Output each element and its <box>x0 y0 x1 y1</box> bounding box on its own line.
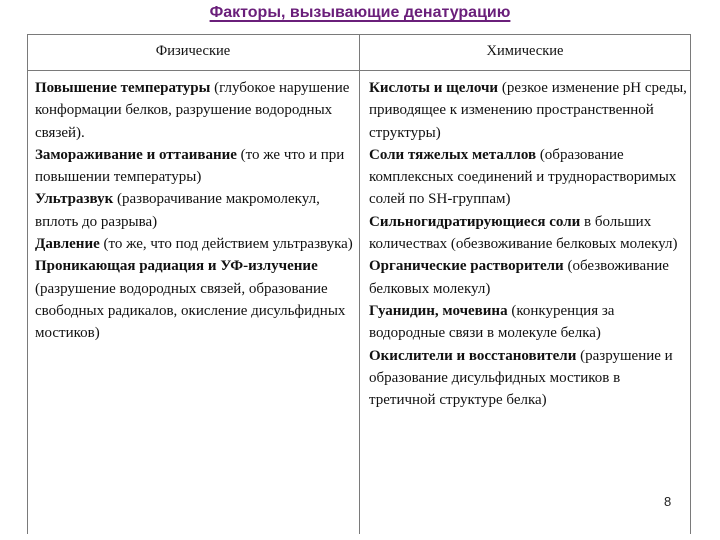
factor-term: Сильногидратирующиеся соли <box>369 213 581 230</box>
factor-term: Органические растворители <box>369 258 564 275</box>
factor-term: Соли тяжелых металлов <box>369 146 537 163</box>
factor-term: Повышение температуры <box>35 80 211 96</box>
physical-factor-item <box>35 188 357 233</box>
physical-column-header: Физические <box>155 43 231 59</box>
chemical-factor-item <box>369 345 689 412</box>
table-header-divider <box>27 70 691 71</box>
physical-factors-list <box>35 77 357 345</box>
factor-term: Ультразвук <box>35 191 114 208</box>
factor-note: (то же что и при повышении температуры) <box>35 146 345 186</box>
chemical-factor-item <box>369 300 689 345</box>
factor-term: Проникающая радиация и УФ-излучение <box>35 258 318 275</box>
factor-note: (разворачивание макромолекул, вплоть до разрыва) <box>35 191 320 230</box>
factor-term: Гуанидин, мочевина <box>369 302 508 319</box>
chemical-factor-item <box>369 144 689 211</box>
chemical-factor-item <box>369 255 689 300</box>
factor-note: (конкуренция за водородные связи в молекуле белка) <box>369 302 615 342</box>
factor-term: Окислители и восстановители <box>369 347 577 364</box>
chemical-factor-item <box>369 77 689 144</box>
chemical-factors-list <box>369 77 689 411</box>
factor-note: (то же, что под действием ультразвука) <box>99 236 353 253</box>
page-number: 8 <box>664 494 672 509</box>
table-border-right <box>690 34 691 534</box>
chemical-column-header: Химические <box>486 43 564 59</box>
factor-note: (обезвоживание белковых молекул) <box>369 258 669 297</box>
factor-note: в больших количествах (обезвоживание белковых молекул) <box>369 213 678 253</box>
factor-note: (образование комплексных соединений и труднорастворимых солей по SH-группам) <box>369 146 677 208</box>
physical-factor-item <box>35 233 357 255</box>
slide-title: Факторы, вызывающие денатурацию <box>209 4 511 21</box>
factor-note: (разрушение водородных связей, образование свободных радикалов, окисление дисульфидных мостиков) <box>35 280 346 342</box>
table-column-divider <box>359 34 360 534</box>
factor-note: (резкое изменение pH среды, приводящее к изменению пространственной структуры) <box>369 80 687 141</box>
factor-term: Кислоты и щелочи <box>369 80 499 96</box>
physical-factor-item <box>35 144 357 189</box>
factor-note: (глубокое нарушение конформации белков, разрушение водородных связей). <box>35 80 350 141</box>
table-border-top <box>27 34 691 35</box>
denaturation-factors-table <box>27 34 691 534</box>
factor-note: (разрушение и образование дисульфидных мостиков в третичной структуре белка) <box>369 347 673 409</box>
factor-term: Давление <box>35 236 100 253</box>
factor-term: Замораживание и оттаивание <box>35 146 237 163</box>
chemical-factor-item <box>369 211 689 256</box>
physical-factor-item <box>35 77 357 144</box>
physical-factor-item <box>35 255 357 344</box>
table-border-left <box>27 34 28 534</box>
